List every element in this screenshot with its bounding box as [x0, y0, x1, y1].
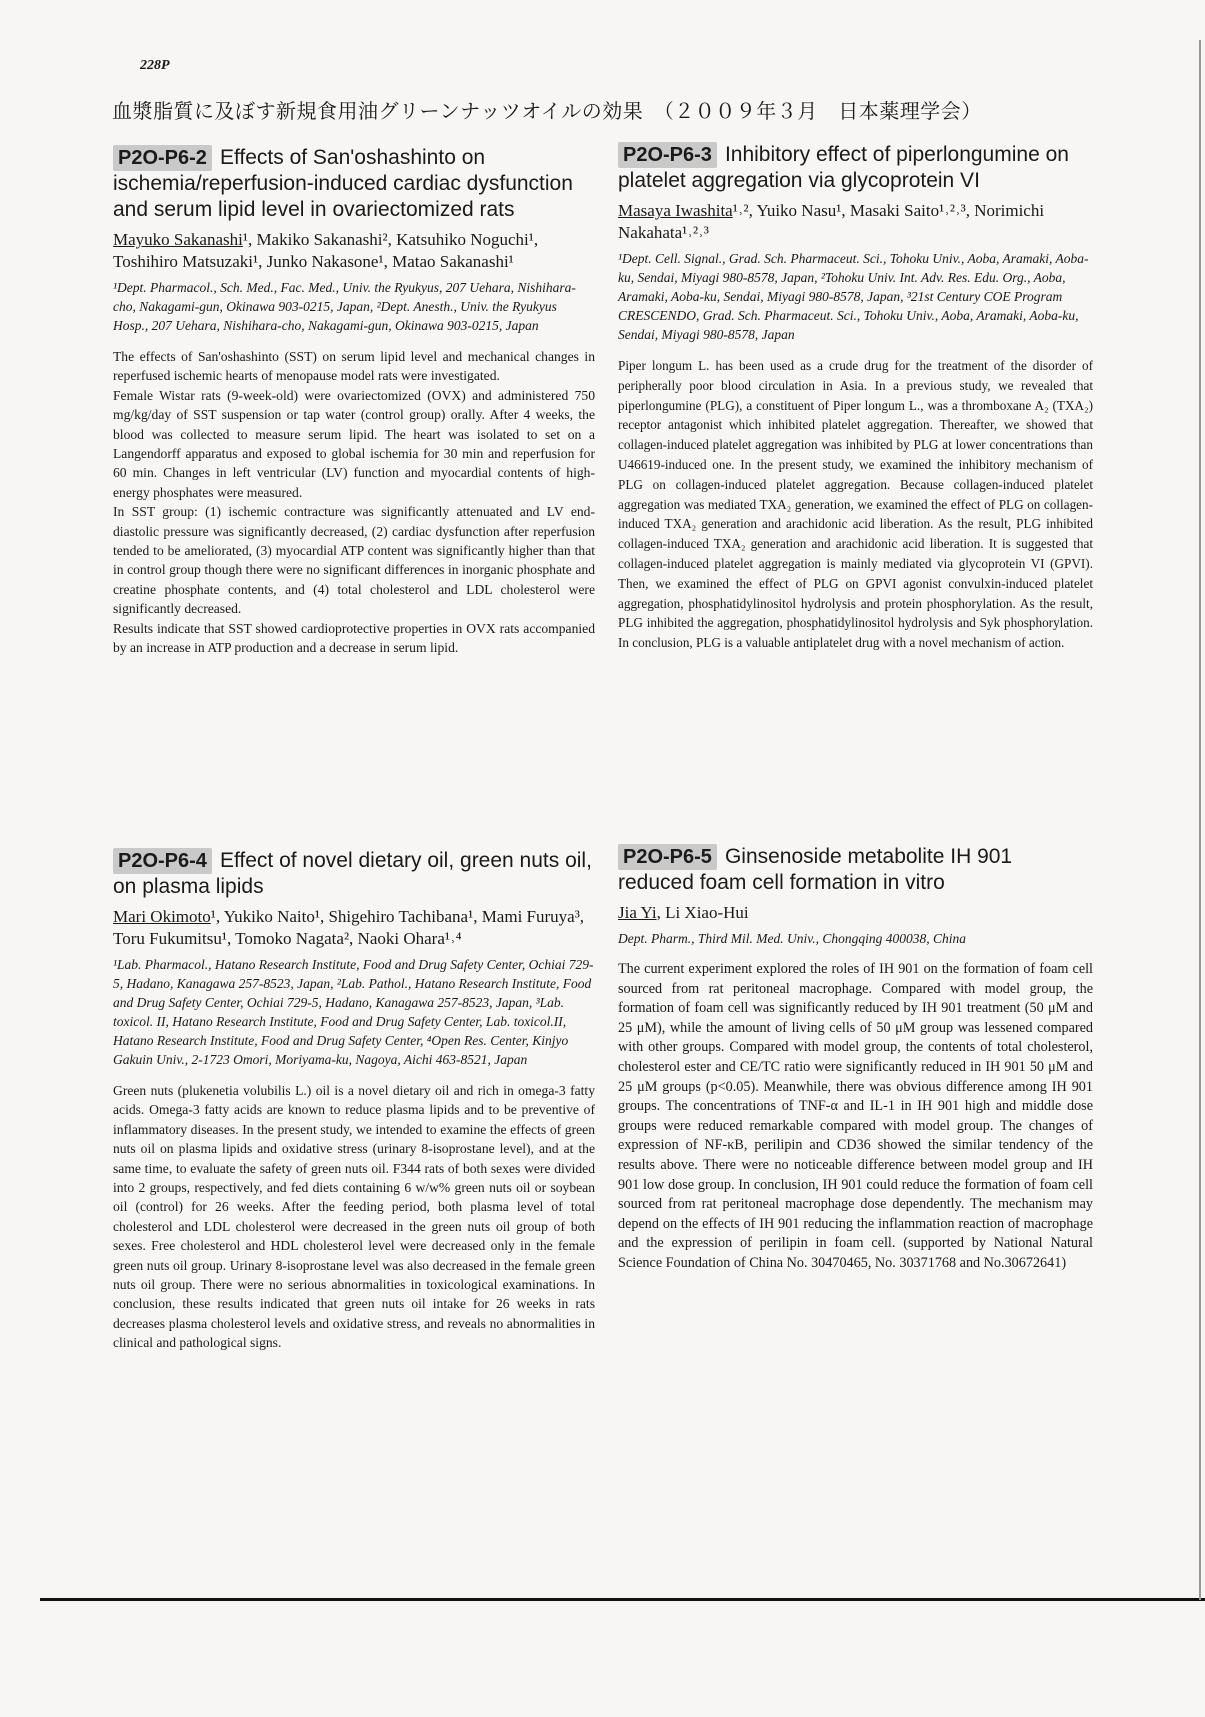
abstract-title	[618, 844, 1093, 896]
abstract-body	[113, 347, 595, 658]
presenting-author: Masaya Iwashita	[618, 201, 733, 220]
abstract-title-text: Inhibitory effect of piperlongumine on platelet aggregation via glycoprotein VI	[618, 143, 1069, 192]
abstract-authors	[113, 906, 595, 950]
co-authors: ¹, Yukiko Naito¹, Shigehiro Tachibana¹, Mami Furuya³, Toru Fukumitsu¹, Tomoko Nagata², Naoki Ohara¹˒⁴	[113, 907, 585, 948]
abstract-paragraph: In SST group: (1) ischemic contracture was significantly attenuated and LV end-diastolic pressure was significantly decreased, (2) cardiac dysfunction after reperfusion tended to be ameliorated, (3) myocardial ATP content was significantly higher than that in control group though there were no significant differences in inorganic phosphate and creatine phosphate contents, and (4) total cholesterol and LDL cholesterol were significantly decreased.	[113, 504, 595, 617]
abstract-paragraph: Results indicate that SST showed cardioprotective properties in OVX rats accompanied by an increase in ATP production and a decrease in serum lipid.	[113, 620, 595, 656]
page-number: 228P	[140, 58, 170, 73]
co-authors: , Li Xiao-Hui	[656, 903, 749, 922]
abstract-affiliation: ¹Lab. Pharmacol., Hatano Research Institute, Food and Drug Safety Center, Ochiai 729-5, Hadano, Kanagawa 257-8523, Japan, ²Lab. Pathol., Hatano Research Institute, Food and Drug Safety Center, Ochiai 729-5, Hadano, Kanagawa 257-8523, Japan, ³Lab. toxicol. II, Hatano Research Institute, Food and Drug Safety Center, Lab. toxicol.II, Hatano Research Institute, Food and Drug Safety Center, ⁴Open Res. Center, Kinjyo Gakuin Univ., 2-1723 Omori, Moriyama-ku, Nagoya, Aichi 463-8521, Japan	[113, 957, 594, 1067]
presenting-author: Mayuko Sakanashi	[113, 230, 243, 249]
running-header: 血漿脂質に及ぼす新規食用油グリーンナッツオイルの効果 （２００９年３月 日本薬理学会）	[112, 99, 982, 123]
abstract-body	[113, 1081, 595, 1353]
abstract-paragraph: The current experiment explored the roles of IH 901 on the formation of foam cell sourced from rat peritoneal macrophage. Compared with model group, the formation of foam cell was significantly reduced by IH 901 treatment (50 μM and 25 μM), while the amount of living cells of 50 μM group was lessened compared with other groups. Compared with model group, the contents of total cholesterol, cholesterol ester and CE/TC ratio were significantly reduced in IH 901 50 μM and 25 μM groups (p<0.05). Meanwhile, there was obvious difference among IH 901 groups. The concentrations of TNF-α and IL-1 in IH 901 high and middle dose groups were reduced remarkable compared with model group. The changes of expression of NF-κB, perilipin and CD36 showed the similar tendency of the results above. There were no noticeable difference between model group and IH 901 low dose group. In conclusion, IH 901 could reduce the formation of foam cell sourced from rat peritoneal macrophage dose dependently. The mechanism may depend on the effects of IH 901 reducing the inflammation reaction of macrophage and the expression of perilipin in foam cell. (supported by National Natural Science Foundation of China No. 30470465, No. 30371768 and No.30672641)	[618, 961, 1093, 1271]
abstract-p2o-p6-2	[113, 145, 595, 658]
abstract-paragraph: Piper longum L. has been used as a crude drug for the treatment of the disorder of peripherally poor blood circulation in Asia. In a previous study, we revealed that piperlongumine (PLG), a constituent of Piper longum L., was a thromboxane A₂ (TXA₂) receptor antagonist which inhibited platelet aggregation. Thereafter, we showed that collagen-induced platelet aggregation was inhibited by PLG at lower concentrations than U46619-induced one. In the present study, we examined the inhibitory mechanism of PLG on collagen-induced platelet aggregation. Because collagen-induced platelet aggregation was mediated TXA₂ generation, we examined the effect of PLG on collagen-induced TXA₂ generation and arachidonic acid liberation. As the result, PLG inhibited collagen-induced TXA₂ generation and arachidonic acid liberation. It is suggested that collagen-induced platelet aggregation is mainly mediated via glycoprotein VI (GPVI). Then, we examined the effect of PLG on GPVI agonist convulxin-induced platelet aggregation, phosphatidylinositol hydrolysis and protein phosphorylation. As the result, PLG inhibited the aggregation, phosphatidylinositol hydrolysis and Syk phosphorylation. In conclusion, PLG is a valuable antiplatelet drug with a novel mechanism of action.	[618, 358, 1093, 651]
abstract-p2o-p6-3	[618, 142, 1093, 653]
presenting-author: Jia Yi	[618, 903, 657, 922]
abstract-paragraph: Green nuts (plukenetia volubilis L.) oil is a novel dietary oil and rich in omega-3 fatty acids. Omega-3 fatty acids are known to reduce plasma lipids and to be preventive of inflammatory diseases. In the present study, we intended to examine the effects of green nuts oil on plasma lipids and oxidative stress (urinary 8-isoprostane level), and at the same time, to evaluate the safety of green nuts oil. F344 rats of both sexes were divided into 2 groups, respectively, and fed diets containing 6 w/w% green nuts oil or soybean oil (control) for 26 weeks. After the feeding period, both plasma level of total cholesterol and LDL cholesterol were decreased in the green nuts oil group of both sexes. Free cholesterol and HDL cholesterol level were decreased only in the female green nuts oil group. Urinary 8-isoprostane level was also decreased in the female green nuts oil group. There were no serious abnormalities in toxicological examinations. In conclusion, these results indicated that green nuts oil intake for 26 weeks in rats decreases plasma cholesterol levels and oxidative stress, and reveals no abnormalities in clinical and pathological signs.	[113, 1083, 595, 1351]
abstract-affiliation: ¹Dept. Pharmacol., Sch. Med., Fac. Med., Univ. the Ryukyus, 207 Uehara, Nishihara-cho, Nakagami-gun, Okinawa 903-0215, Japan, ²Dept. Anesth., Univ. the Ryukyus Hosp., 207 Uehara, Nishihara-cho, Nakagami-gun, Okinawa 903-0215, Japan	[113, 280, 576, 333]
abstract-title	[113, 145, 595, 223]
abstract-title-text: Ginsenoside metabolite IH 901 reduced foam cell formation in vitro	[618, 845, 1013, 894]
abstract-title-text: Effect of novel dietary oil, green nuts oil, on plasma lipids	[113, 849, 592, 898]
abstract-authors	[618, 902, 1093, 924]
abstract-p2o-p6-4	[113, 848, 595, 1353]
scan-edge-line	[1199, 40, 1201, 1600]
co-authors: ¹, Makiko Sakanashi², Katsuhiko Noguchi¹, Toshihiro Matsuzaki¹, Junko Nakasone¹, Matao Sakanashi¹	[113, 230, 539, 271]
co-authors: ¹˒², Yuiko Nasu¹, Masaki Saito¹˒²˒³, Norimichi Nakahata¹˒²˒³	[618, 201, 1045, 242]
presenting-author: Mari Okimoto	[113, 907, 211, 926]
abstract-title	[113, 848, 595, 900]
abstract-code: P2O-P6-4	[113, 848, 212, 874]
abstract-title-text: Effects of San'oshashinto on ischemia/reperfusion-induced cardiac dysfunction and serum lipid level in ovariectomized rats	[113, 146, 573, 221]
abstract-affiliation: Dept. Pharm., Third Mil. Med. Univ., Chongqing 400038, China	[618, 931, 966, 946]
abstract-paragraph: The effects of San'oshashinto (SST) on serum lipid level and mechanical changes in reperfused ischemic hearts of menopause model rats were investigated.	[113, 349, 595, 384]
abstract-body	[618, 356, 1093, 653]
abstract-p2o-p6-5	[618, 844, 1093, 1274]
abstract-authors	[113, 229, 595, 273]
abstract-authors	[618, 200, 1093, 244]
page-bottom-rule	[40, 1598, 1205, 1601]
abstract-code: P2O-P6-3	[618, 142, 717, 168]
abstract-body	[618, 960, 1093, 1274]
abstract-title	[618, 142, 1093, 194]
abstract-affiliation: ¹Dept. Cell. Signal., Grad. Sch. Pharmaceut. Sci., Tohoku Univ., Aoba, Aramaki, Aoba-ku, Sendai, Miyagi 980-8578, Japan, ²Tohoku Univ. Int. Adv. Res. Edu. Org., Aoba, Aramaki, Aoba-ku, Sendai, Miyagi 980-8578, Japan, ³21st Century COE Program CRESCENDO, Grad. Sch. Pharmaceut. Sci., Tohoku Univ., Aoba, Aramaki, Aoba-ku, Sendai, Miyagi 980-8578, Japan	[618, 251, 1089, 342]
abstract-code: P2O-P6-2	[113, 145, 212, 171]
abstract-code: P2O-P6-5	[618, 844, 717, 870]
abstract-paragraph: Female Wistar rats (9-week-old) were ovariectomized (OVX) and administered 750 mg/kg/day of SST suspension or tap water (control group) orally. After 4 weeks, the blood was collected to measure serum lipid. The heart was isolated to set on a Langendorff apparatus and exposed to global ischemia for 30 min and reperfusion for 60 min. Changes in left ventricular (LV) function and myocardial contents of high-energy phosphates were measured.	[113, 387, 595, 500]
